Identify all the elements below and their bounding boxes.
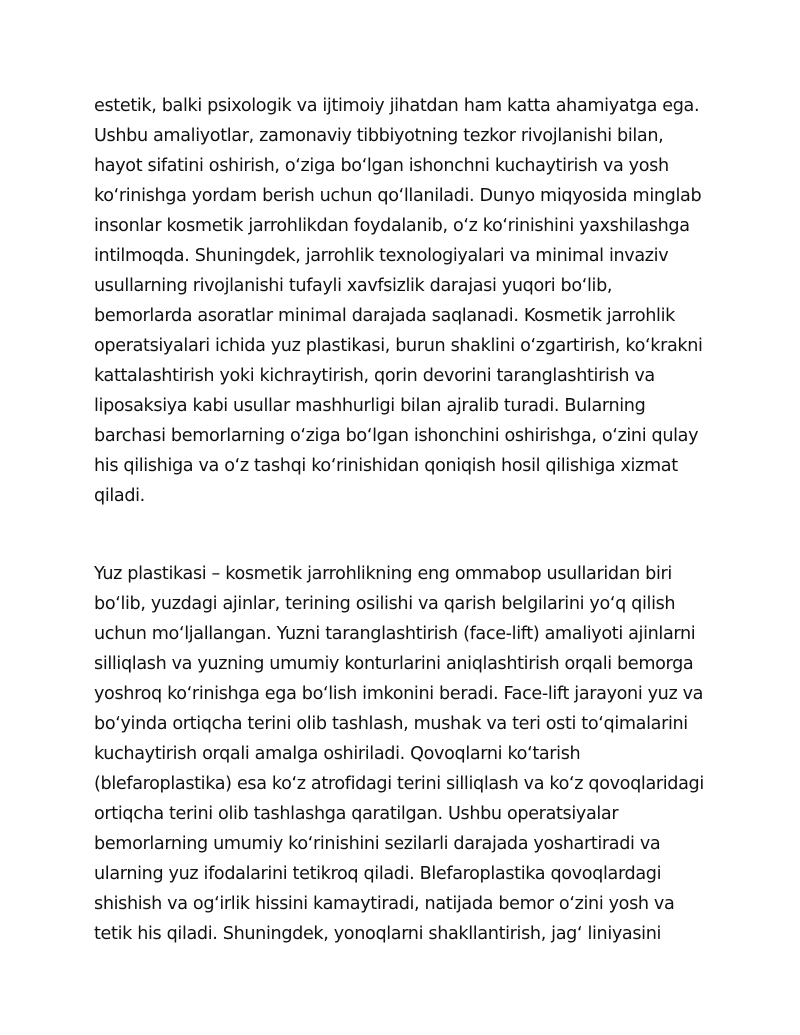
text-line: yoshroq ko‘rinishga ega bo‘lish imkonini beradi. Face-lift jarayoni yuz va bbox=[94, 684, 704, 704]
text-line: bo‘lib, yuzdagi ajinlar, terining osilishi va qarish belgilarini yo‘q qilish bbox=[94, 594, 676, 614]
text-line: estetik, balki psixologik va ijtimoiy jihatdan ham katta ahamiyatga ega. bbox=[94, 96, 700, 116]
text-line: uchun mo‘ljallangan. Yuzni taranglashtirish (face-lift) amaliyoti ajinlarni bbox=[94, 624, 696, 644]
text-line: bemorlarning umumiy ko‘rinishini sezilarli darajada yoshartiradi va bbox=[94, 834, 661, 854]
text-line: ko‘rinishga yordam berish uchun qo‘llaniladi. Dunyo miqyosida minglab bbox=[94, 186, 702, 206]
text-line: tetik his qiladi. Shuningdek, yonoqlarni shakllantirish, jag‘ liniyasini bbox=[94, 924, 662, 944]
text-line: insonlar kosmetik jarrohlikdan foydalanib, o‘z ko‘rinishini yaxshilashga bbox=[94, 216, 690, 236]
text-line: qiladi. bbox=[94, 486, 145, 506]
text-line: operatsiyalari ichida yuz plastikasi, burun shaklini o‘zgartirish, ko‘krakni bbox=[94, 336, 703, 356]
body-paragraph bbox=[94, 559, 714, 949]
text-line: hayot sifatini oshirish, o‘ziga bo‘lgan ishonchni kuchaytirish va yosh bbox=[94, 156, 669, 176]
text-line: Yuz plastikasi – kosmetik jarrohlikning eng ommabop usullaridan biri bbox=[94, 564, 672, 584]
text-line: kuchaytirish orqali amalga oshiriladi. Qovoqlarni ko‘tarish bbox=[94, 744, 581, 764]
text-line: (blefaroplastika) esa ko‘z atrofidagi terini silliqlash va ko‘z qovoqlaridagi bbox=[94, 774, 704, 794]
text-line: Ushbu amaliyotlar, zamonaviy tibbiyotning tezkor rivojlanishi bilan, bbox=[94, 126, 664, 146]
text-line: bo‘yinda ortiqcha terini olib tashlash, mushak va teri osti to‘qimalarini bbox=[94, 714, 688, 734]
text-line: usullarning rivojlanishi tufayli xavfsizlik darajasi yuqori bo‘lib, bbox=[94, 276, 613, 296]
text-line: ortiqcha terini olib tashlashga qaratilgan. Ushbu operatsiyalar bbox=[94, 804, 619, 824]
text-line: liposaksiya kabi usullar mashhurligi bilan ajralib turadi. Bularning bbox=[94, 396, 646, 416]
text-line: ularning yuz ifodalarini tetikroq qiladi. Blefaroplastika qovoqlardagi bbox=[94, 864, 662, 884]
text-line: shishish va og‘irlik hissini kamaytiradi, natijada bemor o‘zini yosh va bbox=[94, 894, 675, 914]
text-line: intilmoqda. Shuningdek, jarrohlik texnologiyalari va minimal invaziv bbox=[94, 246, 669, 266]
text-line: silliqlash va yuzning umumiy konturlarini aniqlashtirish orqali bemorga bbox=[94, 654, 694, 674]
text-line: kattalashtirish yoki kichraytirish, qorin devorini taranglashtirish va bbox=[94, 366, 655, 386]
body-paragraph bbox=[94, 91, 714, 511]
text-line: bemorlarda asoratlar minimal darajada saqlanadi. Kosmetik jarrohlik bbox=[94, 306, 675, 326]
text-line: barchasi bemorlarning o‘ziga bo‘lgan ishonchini oshirishga, o‘zini qulay bbox=[94, 426, 699, 446]
text-line: his qilishiga va o‘z tashqi ko‘rinishidan qoniqish hosil qilishiga xizmat bbox=[94, 456, 678, 476]
